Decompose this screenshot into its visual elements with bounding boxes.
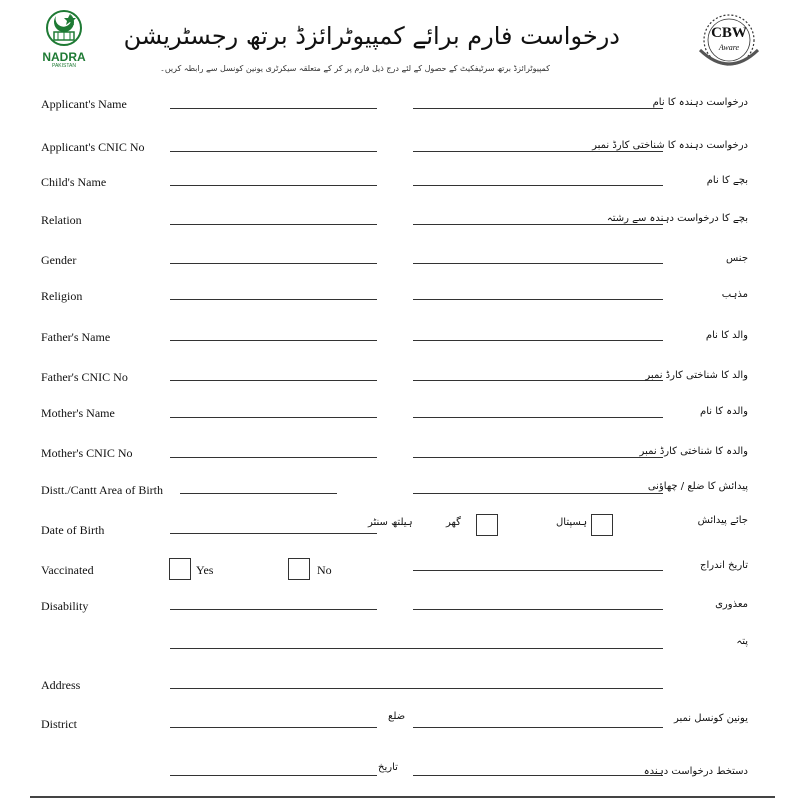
field-label-ur: درخواست دہندہ کا شناختی کارڈ نمبر bbox=[592, 140, 748, 151]
field-label-ur: جنس bbox=[726, 253, 748, 264]
child-name-line[interactable] bbox=[170, 185, 377, 186]
applicant-cnic-line[interactable] bbox=[170, 151, 377, 152]
union-council-line[interactable] bbox=[413, 727, 663, 728]
field-label-en: Religion bbox=[41, 289, 83, 303]
child-name-line-ur[interactable] bbox=[413, 185, 663, 186]
field-label-ur: مذہب bbox=[721, 289, 748, 300]
nadra-logo bbox=[36, 6, 92, 70]
field-label-en: Mother's Name bbox=[41, 406, 115, 420]
form-subtitle: کمپیوٹرائزڈ برتھ سرٹیفکیٹ کے حصول کے لئے درج ذیل فارم پر کر کے متعلقہ سیکرٹری یونین کونسل سے رابطہ کریں۔ bbox=[160, 64, 550, 73]
field-label-en: Applicant's CNIC No bbox=[41, 140, 145, 154]
relation-line[interactable] bbox=[170, 224, 377, 225]
hospital-label: ہسپتال bbox=[556, 517, 588, 528]
distt-line[interactable] bbox=[180, 493, 337, 494]
signature-label-ur: دستخط درخواست دہندہ bbox=[643, 766, 748, 777]
date-label-ur: تاریخ bbox=[378, 762, 398, 773]
mother-cnic-line-ur[interactable] bbox=[413, 457, 663, 458]
vaccinated-yes-label: Yes bbox=[196, 563, 214, 577]
field-label-en: Gender bbox=[41, 253, 77, 267]
dob-line[interactable] bbox=[170, 533, 377, 534]
registration-date-line[interactable] bbox=[413, 570, 663, 571]
field-label-ur: بچے کا نام bbox=[706, 175, 748, 186]
health-center-label: ہیلتھ سنٹر bbox=[368, 517, 413, 528]
relation-line-ur[interactable] bbox=[413, 224, 663, 225]
mother-name-line[interactable] bbox=[170, 417, 377, 418]
disability-line[interactable] bbox=[170, 609, 377, 610]
home-checkbox[interactable] bbox=[476, 514, 498, 536]
nadra-logo-text: NADRA bbox=[42, 50, 86, 64]
address-label: Address bbox=[41, 678, 81, 692]
field-label-ur: والد کا شناختی کارڈ نمبر bbox=[645, 370, 748, 381]
district-line[interactable] bbox=[170, 727, 377, 728]
union-council-label-ur: یونین کونسل نمبر bbox=[673, 713, 748, 724]
field-label-en: Applicant's Name bbox=[41, 97, 127, 111]
disability-line-ur[interactable] bbox=[413, 609, 663, 610]
field-label-en: Relation bbox=[41, 213, 82, 227]
mother-cnic-line[interactable] bbox=[170, 457, 377, 458]
cbw-logo-text: CBW bbox=[711, 25, 747, 41]
field-label-en: Child's Name bbox=[41, 175, 107, 189]
hospital-checkbox[interactable] bbox=[591, 514, 613, 536]
field-label-ur: بچے کا درخواست دہندہ سے رشتہ bbox=[606, 213, 748, 224]
address-line-1[interactable] bbox=[170, 648, 663, 649]
religion-line[interactable] bbox=[170, 299, 377, 300]
field-label-en: Father's CNIC No bbox=[41, 370, 128, 384]
district-label: District bbox=[41, 717, 77, 731]
cbw-logo bbox=[690, 10, 768, 76]
form-title: درخواست فارم برائے کمپیوٹرائزڈ برتھ رجسٹریشن bbox=[123, 22, 620, 50]
district-label-ur: ضلع bbox=[388, 711, 406, 722]
address-line-2[interactable] bbox=[170, 688, 663, 689]
applicant-name-line[interactable] bbox=[170, 108, 377, 109]
distt-line-ur[interactable] bbox=[413, 493, 663, 494]
home-label: گھر bbox=[446, 517, 461, 528]
field-label-ur: والدہ کا شناختی کارڈ نمبر bbox=[639, 446, 748, 457]
dob-label: Date of Birth bbox=[41, 523, 105, 537]
father-cnic-line-ur[interactable] bbox=[413, 380, 663, 381]
bottom-rule bbox=[30, 796, 775, 798]
field-label-en: Mother's CNIC No bbox=[41, 446, 133, 460]
field-label-en: Father's Name bbox=[41, 330, 111, 344]
field-label-ur: والد کا نام bbox=[705, 330, 748, 341]
date-line[interactable] bbox=[170, 775, 377, 776]
field-label-ur: والدہ کا نام bbox=[700, 406, 748, 417]
vaccinated-no-checkbox[interactable] bbox=[288, 558, 310, 580]
field-label-ur: درخواست دہندہ کا نام bbox=[652, 97, 748, 108]
signature-line[interactable] bbox=[413, 775, 663, 776]
distt-label: Distt./Cantt Area of Birth bbox=[41, 483, 163, 497]
birth-place-label-ur: جائے پیدائش bbox=[697, 515, 748, 526]
gender-line[interactable] bbox=[170, 263, 377, 264]
disability-label-ur: معذوری bbox=[715, 599, 748, 610]
applicant-name-line-ur[interactable] bbox=[413, 108, 663, 109]
cbw-logo-subtext: Aware bbox=[718, 43, 740, 52]
vaccinated-label: Vaccinated bbox=[41, 563, 94, 577]
father-name-line-ur[interactable] bbox=[413, 340, 663, 341]
vaccinated-no-label: No bbox=[317, 563, 332, 577]
registration-date-label-ur: تاریخ اندراج bbox=[700, 560, 748, 571]
nadra-logo-subtext: PAKISTAN bbox=[52, 63, 76, 69]
mother-name-line-ur[interactable] bbox=[413, 417, 663, 418]
father-cnic-line[interactable] bbox=[170, 380, 377, 381]
gender-line-ur[interactable] bbox=[413, 263, 663, 264]
distt-label-ur: پیدائش کا ضلع / چھاؤنی bbox=[647, 481, 748, 492]
religion-line-ur[interactable] bbox=[413, 299, 663, 300]
disability-label: Disability bbox=[41, 599, 89, 613]
vaccinated-yes-checkbox[interactable] bbox=[169, 558, 191, 580]
father-name-line[interactable] bbox=[170, 340, 377, 341]
applicant-cnic-line-ur[interactable] bbox=[413, 151, 663, 152]
address-label-ur: پتہ bbox=[736, 636, 748, 647]
